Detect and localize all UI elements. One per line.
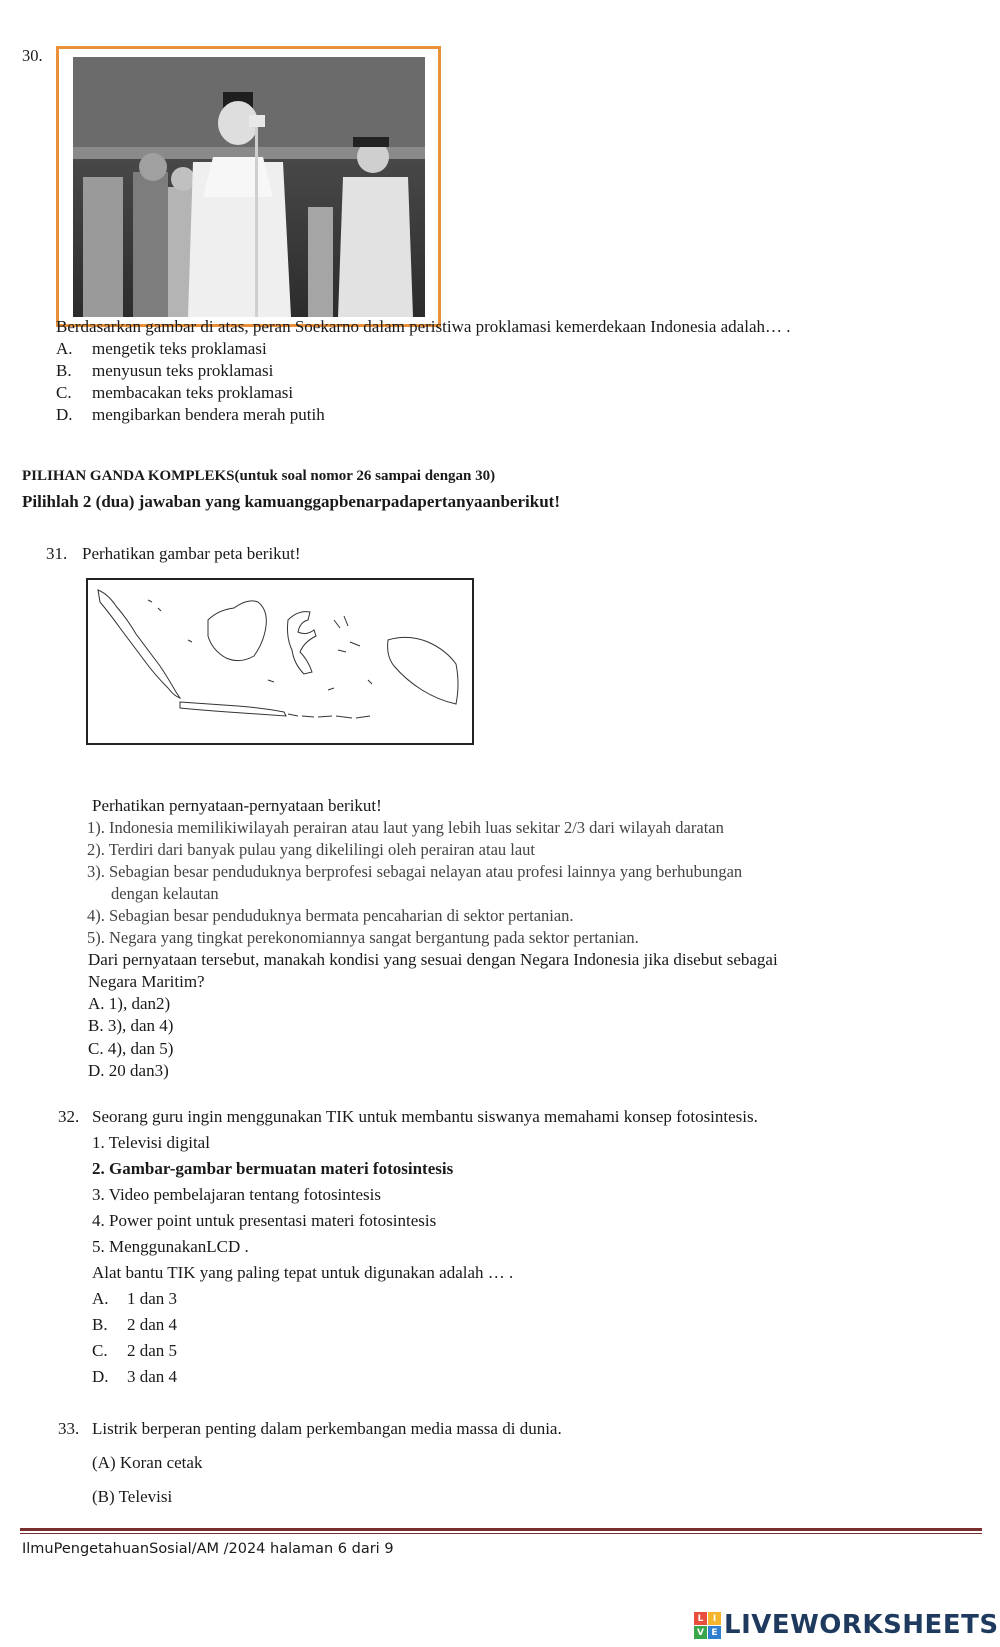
footer-rule-thin xyxy=(20,1533,982,1534)
question-32-prompt: Alat bantu TIK yang paling tepat untuk digunakan adalah … . xyxy=(92,1263,514,1282)
option-d-letter: D. xyxy=(56,405,73,424)
footer-text: IlmuPengetahuanSosial/AM /2024 halaman 6 dari 9 xyxy=(22,1541,394,1557)
section-instruction: Pilihlah 2 (dua) jawaban yang kamuanggapbenarpadapertanyaanberikut! xyxy=(22,492,560,511)
q31-option-b: B. 3), dan 4) xyxy=(88,1016,174,1035)
indonesia-map xyxy=(88,580,472,743)
q32-item-5: 5. MenggunakanLCD . xyxy=(92,1237,249,1256)
option-c-text: membacakan teks proklamasi xyxy=(92,383,294,402)
option-a-letter: A. xyxy=(56,339,73,358)
q32-option-a-letter: A. xyxy=(92,1289,109,1308)
question-30-number: 30. xyxy=(22,46,43,65)
logo-block-v: V xyxy=(694,1626,707,1639)
statement-5: 5). Negara yang tingkat perekonomiannya sangat bergantung pada sektor pertanian. xyxy=(87,928,639,947)
q32-item-1: 1. Televisi digital xyxy=(92,1133,210,1152)
statement-2: 2). Terdiri dari banyak pulau yang dikelilingi oleh perairan atau laut xyxy=(87,840,536,859)
question-31-number: 31. xyxy=(46,544,68,563)
indonesia-map-frame xyxy=(86,578,474,745)
question-33-number: 33. xyxy=(58,1419,80,1438)
question-32-number: 32. xyxy=(58,1107,80,1126)
option-b-letter: B. xyxy=(56,361,72,380)
q32-option-b-letter: B. xyxy=(92,1315,108,1334)
proclamation-photo-frame xyxy=(56,46,441,327)
question-33-text: Listrik berperan penting dalam perkembangan media massa di dunia. xyxy=(92,1419,562,1438)
statement-3: 3). Sebagian besar penduduknya berprofesi sebagai nelayan atau profesi lainnya yang berhubungan xyxy=(87,862,743,881)
logo-blocks-icon xyxy=(694,1612,720,1638)
q32-item-3: 3. Video pembelajaran tentang fotosintesis xyxy=(92,1185,382,1204)
option-c-letter: C. xyxy=(56,383,72,402)
liveworksheets-logo xyxy=(694,1608,999,1642)
statement-1: 1). Indonesia memilikiwilayah perairan atau laut yang lebih luas sekitar 2/3 dari wilayah daratan xyxy=(87,818,724,837)
question-31-text-line1: Dari pernyataan tersebut, manakah kondisi yang sesuai dengan Negara Indonesia jika disebut sebagai xyxy=(88,950,778,969)
q32-option-c-letter: C. xyxy=(92,1341,108,1360)
question-30-text: Berdasarkan gambar di atas, peran Soekarno dalam peristiwa proklamasi kemerdekaan Indonesia adalah… . xyxy=(56,317,791,336)
statement-3-continued: dengan kelautan xyxy=(111,884,219,903)
proclamation-photo xyxy=(73,57,425,317)
logo-block-i: I xyxy=(708,1612,721,1625)
q32-item-2: 2. Gambar-gambar bermuatan materi fotosintesis xyxy=(92,1159,454,1178)
option-b-text: menyusun teks proklamasi xyxy=(92,361,274,380)
q31-option-d: D. 20 dan3) xyxy=(88,1061,169,1080)
logo-block-l: L xyxy=(694,1612,707,1625)
footer-rule xyxy=(20,1528,982,1531)
statement-4: 4). Sebagian besar penduduknya bermata pencaharian di sektor pertanian. xyxy=(87,906,574,925)
q32-option-d-letter: D. xyxy=(92,1367,109,1386)
q32-option-a-text: 1 dan 3 xyxy=(127,1289,178,1308)
q33-option-b: (B) Televisi xyxy=(92,1487,173,1506)
logo-block-e: E xyxy=(708,1626,721,1639)
option-a-text: mengetik teks proklamasi xyxy=(92,339,267,358)
question-31-text-line2: Negara Maritim? xyxy=(88,972,205,991)
q32-option-d-text: 3 dan 4 xyxy=(127,1367,178,1386)
option-d-text: mengibarkan bendera merah putih xyxy=(92,405,325,424)
logo-wordmark: LIVEWORKSHEETS xyxy=(724,1610,999,1640)
q32-option-c-text: 2 dan 5 xyxy=(127,1341,178,1360)
question-31-prompt: Perhatikan gambar peta berikut! xyxy=(82,544,301,563)
q33-option-a: (A) Koran cetak xyxy=(92,1453,203,1472)
q32-item-4: 4. Power point untuk presentasi materi fotosintesis xyxy=(92,1211,437,1230)
q31-option-c: C. 4), dan 5) xyxy=(88,1039,174,1058)
q32-option-b-text: 2 dan 4 xyxy=(127,1315,178,1334)
question-32-text: Seorang guru ingin menggunakan TIK untuk membantu siswanya memahami konsep fotosintesis. xyxy=(92,1107,758,1126)
section-title: PILIHAN GANDA KOMPLEKS(untuk soal nomor 26 sampai dengan 30) xyxy=(22,468,496,484)
statements-intro: Perhatikan pernyataan-pernyataan berikut! xyxy=(92,796,382,815)
q31-option-a: A. 1), dan2) xyxy=(88,994,171,1013)
